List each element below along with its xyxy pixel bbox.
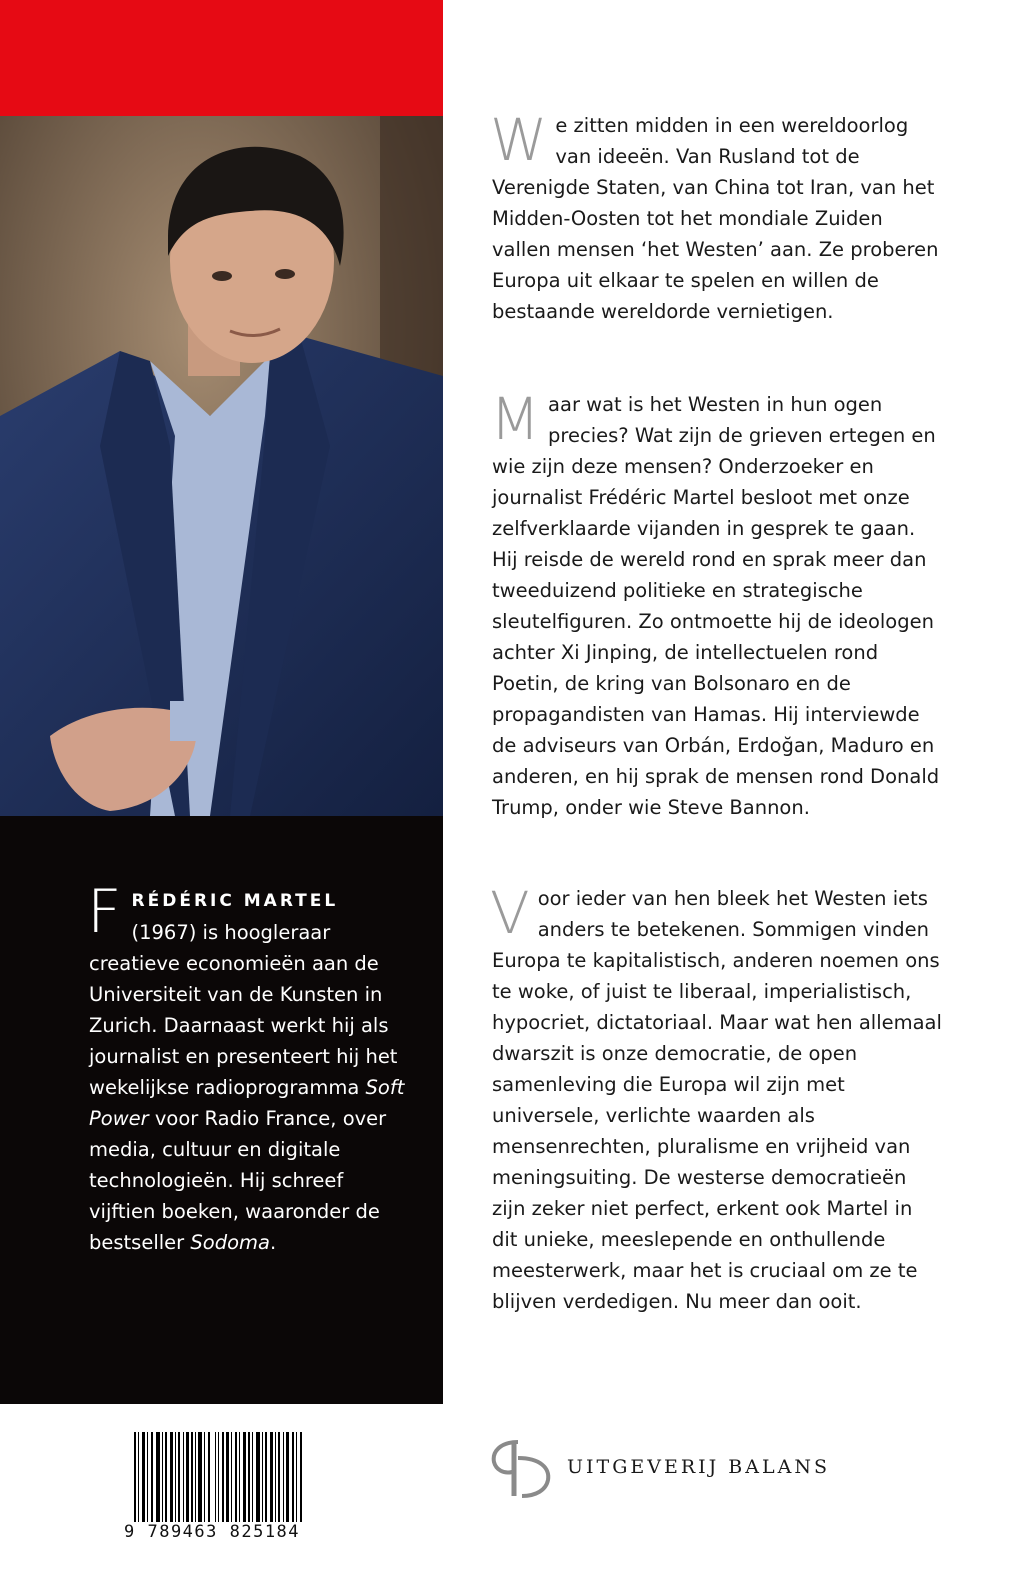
dropcap-v: V: [490, 879, 530, 947]
author-bio: [87, 877, 409, 1258]
bio-text-end: .: [269, 1231, 277, 1254]
isbn-number: 9 789463 825184: [124, 1522, 301, 1542]
paragraph-2-text: aar wat is het Westen in hun ogen precies? Wat zijn de grieven ertegen en wie zijn deze mensen? Onderzoeker en journalist Frédéric Martel besloot met onze zelfverklaarde vijanden in gesprek te gaan. Hij reisde de wereld rond en sprak meer dan tweeduizend politieke en strategische sleutelfiguren. Zo ontmoette hij de ideologen achter Xi Jinping, de intellectuelen rond Poetin, de kring van Bolsonaro en de propagandisten van Hamas. Hij interviewde de adviseurs van Orbán, Erdoğan, Maduro en anderen, en hij sprak de mensen rond Donald Trump, onder wie Steve Bannon.: [492, 393, 940, 819]
bio-text-2: voor Radio France, over media, cultuur en digitale technologieën. Hij schreef vijftien boeken, waaronder de bestseller: [89, 1107, 387, 1254]
bio-italic-sodoma: Sodoma: [190, 1231, 270, 1254]
dropcap-m: M: [490, 385, 541, 453]
bio-dropcap: F: [87, 877, 122, 947]
blurb-paragraph-1: [490, 106, 942, 327]
dropcap-w: W: [490, 106, 548, 174]
author-name: RÉDÉRIC MARTEL: [131, 891, 339, 911]
publisher-logo-icon: [488, 1438, 554, 1500]
blurb-paragraph-2: [490, 385, 942, 823]
paragraph-1-text: e zitten midden in een wereldoorlog van ideeën. Van Rusland tot de Verenigde Staten, van China tot Iran, van het Midden-Oosten tot het mondiale Zuiden vallen mensen ‘het Westen’ aan. Ze proberen Europa uit elkaar te spelen en willen de bestaande wereldorde vernietigen.: [492, 114, 939, 323]
publisher-name: UITGEVERIJ BALANS: [567, 1456, 830, 1478]
author-photo: [0, 116, 443, 816]
red-color-band: [0, 0, 443, 116]
bio-text-1: (1967) is hoogleraar creatieve economieën aan de Universiteit van de Kunsten in Zurich. Daarnaast werkt hij als journalist en presenteert hij het wekelijkse radioprogramma: [89, 921, 398, 1099]
paragraph-3-text: oor ieder van hen bleek het Westen iets anders te betekenen. Sommigen vinden Europa te kapitalistisch, anderen noemen ons te woke, of juist te liberaal, imperialistisch, hypocriet, dictatoriaal. Maar wat hen allemaal dwarszit is onze democratie, de open samenleving die Europa wil zijn met universele, verlichte waarden als mensenrechten, pluralisme en vrijheid van meningsuiting. De westerse democratieën zijn zeker niet perfect, erkent ook Martel in dit unieke, meeslepende en onthullende meesterwerk, maar het is cruciaal om ze te blijven verdedigen. Nu meer dan ooit.: [492, 887, 942, 1313]
bio-italic-soft-power: Soft Power: [89, 1076, 405, 1130]
blurb-paragraph-3: [490, 879, 942, 1317]
